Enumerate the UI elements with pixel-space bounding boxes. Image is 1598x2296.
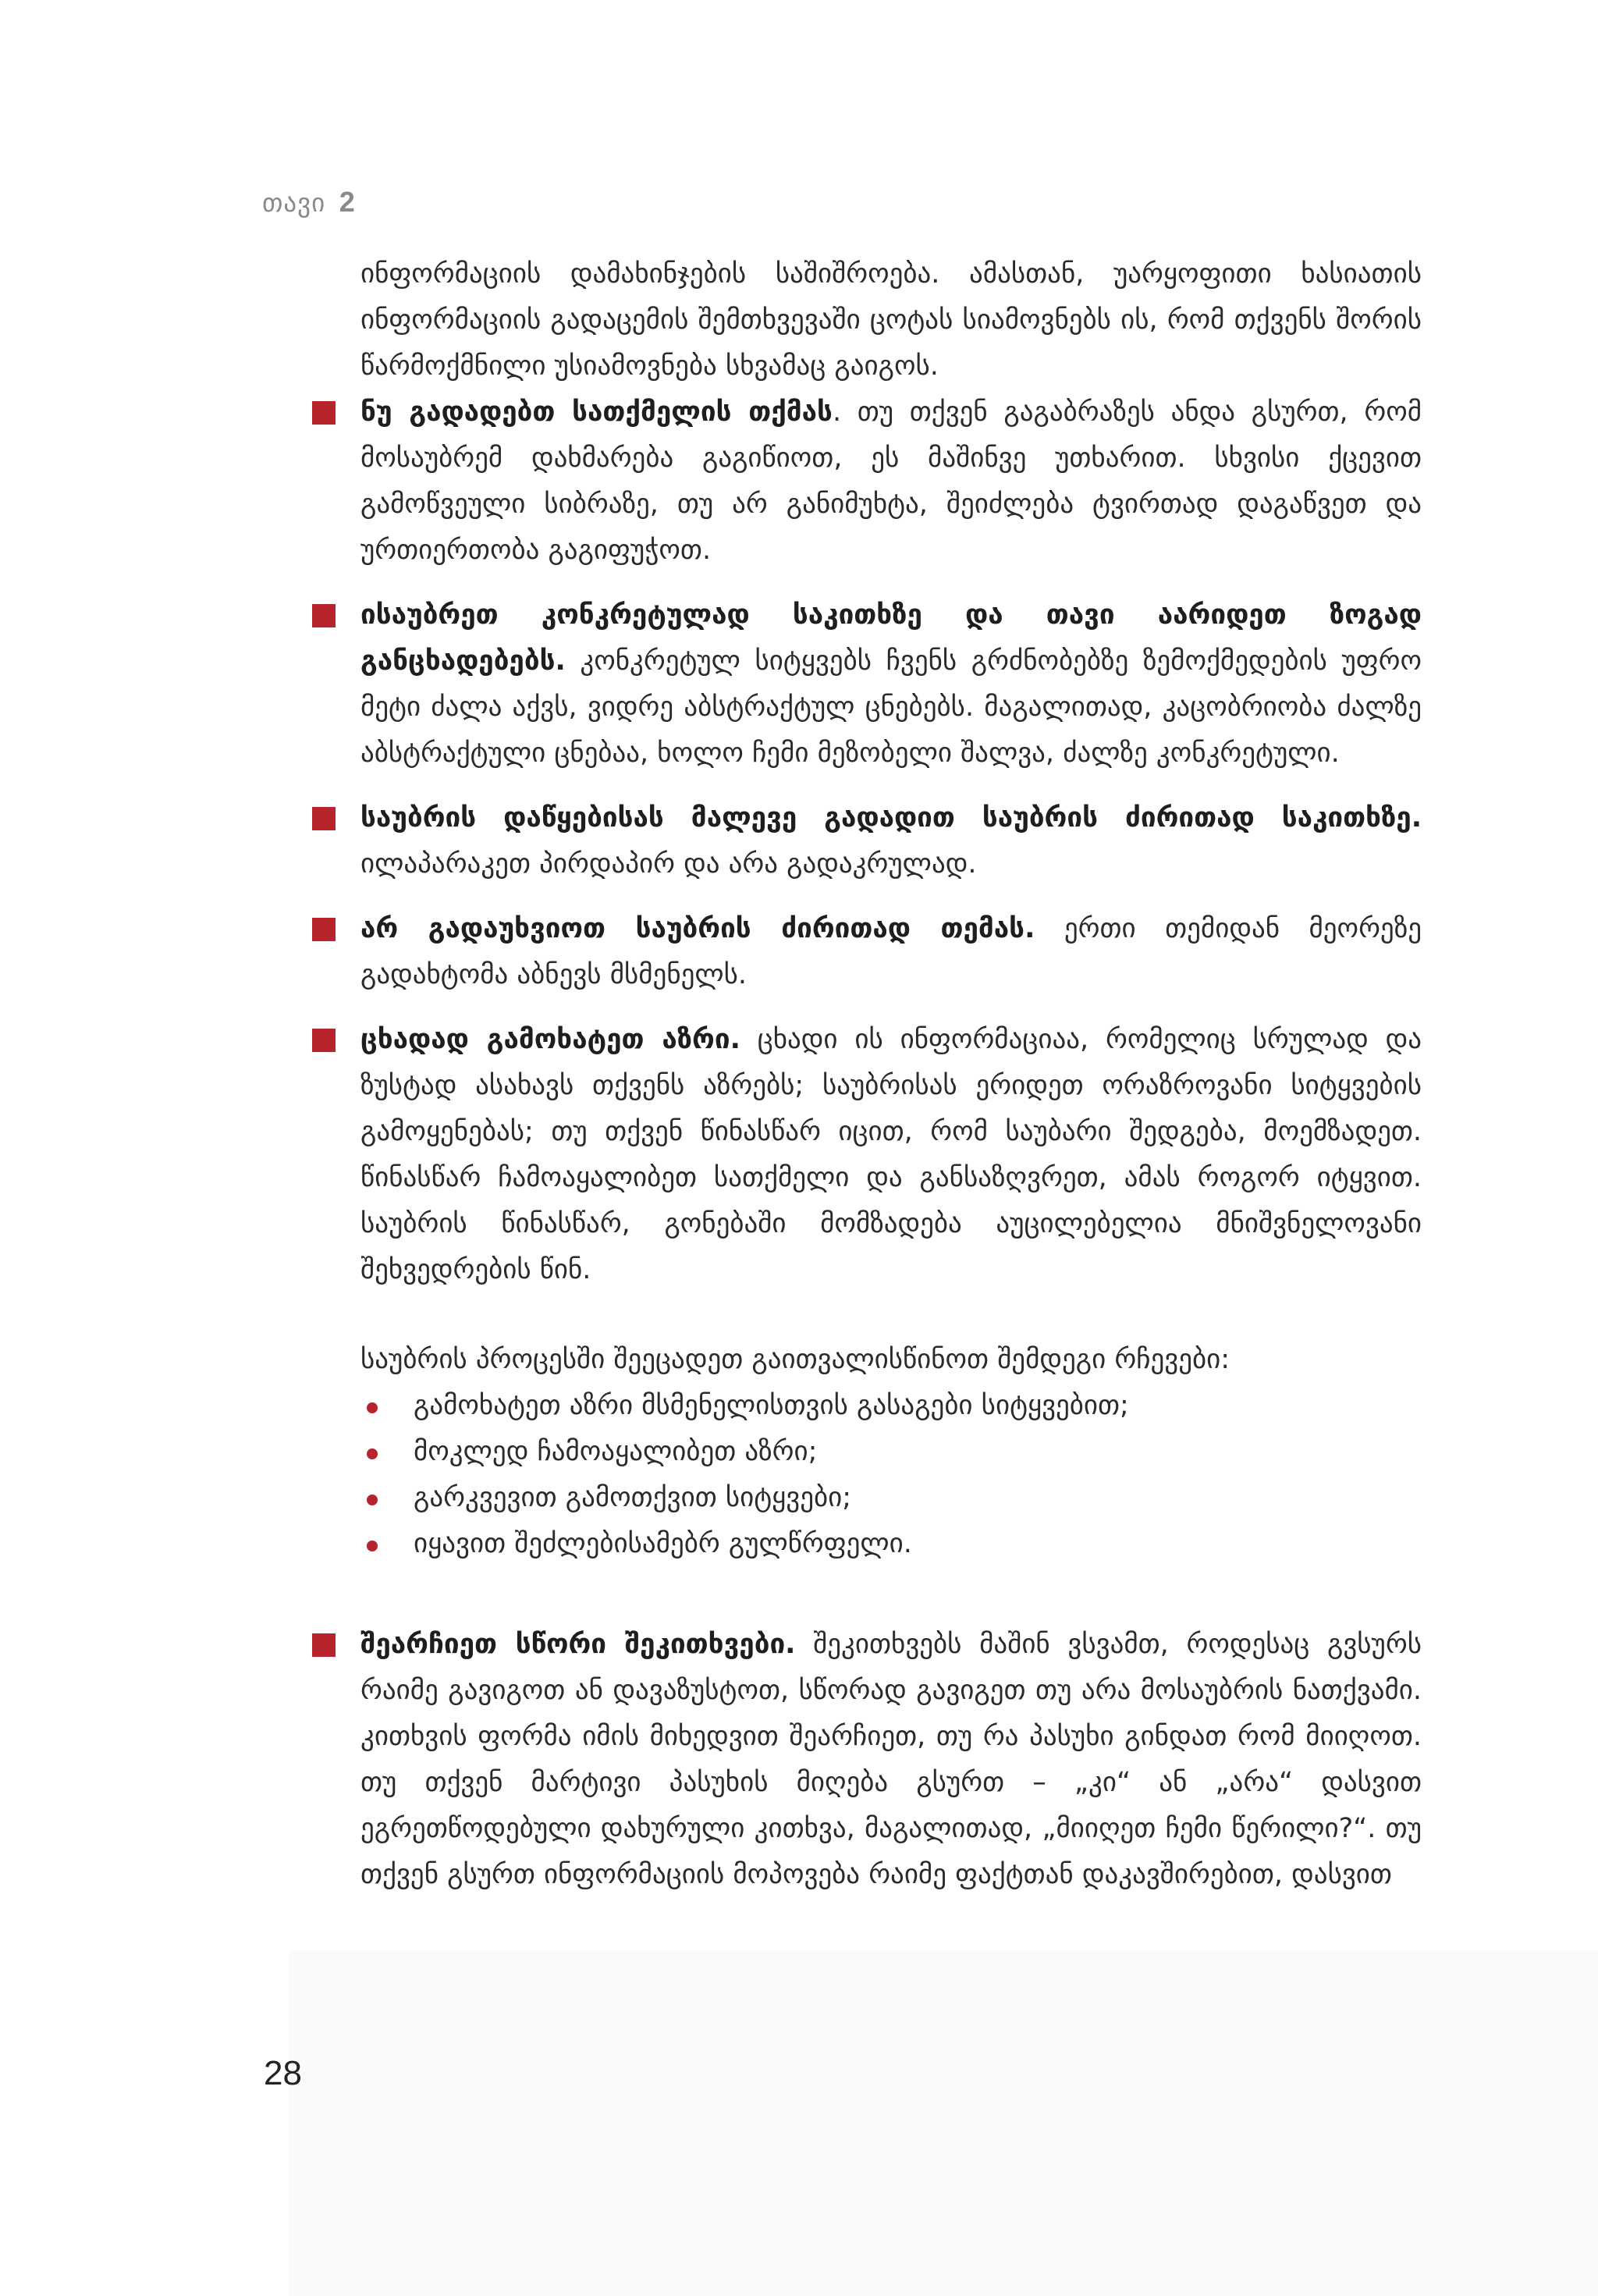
red-dot-bullet-icon xyxy=(367,1448,378,1459)
tip-text: ილაპარაკეთ პირდაპირ და არა გადაკრულად. xyxy=(360,848,977,880)
red-square-bullet-icon xyxy=(312,1633,336,1657)
tip-item xyxy=(360,389,1422,574)
red-dot-bullet-icon xyxy=(367,1495,378,1505)
list-item: იყავით შეძლებისამებრ გულწრფელი. xyxy=(360,1521,1422,1567)
body-text xyxy=(360,251,1422,1898)
advice-list xyxy=(360,1383,1422,1567)
list-item: გამოხატეთ აზრი მსმენელისთვის გასაგები სიტყვებით; xyxy=(360,1383,1422,1429)
tip-lead: საუბრის დაწყებისას მალევე გადადით საუბრის ძირითად საკითხზე. xyxy=(360,802,1422,833)
red-square-bullet-icon xyxy=(312,918,336,941)
tip-text: . თუ თქვენ გაგაბრაზეს ანდა გსურთ, რომ მოსაუბრემ დახმარება გაგიწიოთ, ეს მაშინვე უთხარით. სხვისი ქცევით გამოწვეული სიბრაზე, თუ არ განიმუხტა, შეიძლება ტვირთად დაგაწვეთ და ურთიერთობა გაგიფუჭოთ. xyxy=(360,396,1422,566)
advice-intro: საუბრის პროცესში შეეცადეთ გაითვალისწინოთ შემდეგი რჩევები: xyxy=(360,1344,1230,1375)
tip-item xyxy=(360,1017,1422,1293)
tip-lead: ისაუბრეთ კონკრეტულად საკითხზე და თავი აარიდეთ ზოგად განცხადებებს. xyxy=(360,599,1422,677)
red-square-bullet-icon xyxy=(312,1029,336,1052)
red-dot-bullet-icon xyxy=(367,1402,378,1413)
red-square-bullet-icon xyxy=(312,807,336,830)
tip-item xyxy=(360,795,1422,887)
page-number: 28 xyxy=(264,2054,302,2092)
tip-lead: ნუ გადადებთ სათქმელის თქმას xyxy=(360,396,833,428)
intro-paragraph: ინფორმაციის დამახინჯების საშიშროება. ამასთან, უარყოფითი ხასიათის ინფორმაციის გადაცემის შემთხვევაში ცოტას სიამოვნებს ის, რომ თქვენს შორის წარმოქმნილი უსიამოვნება სხვამაც გაიგოს. xyxy=(360,258,1422,382)
tip-text: ერთი თემიდან მეორეზე გადახტომა აბნევს მსმენელს. xyxy=(360,913,1422,990)
list-item: გარკვევით გამოთქვით სიტყვები; xyxy=(360,1475,1422,1521)
tip-item xyxy=(360,1622,1422,1898)
tip-text: კონკრეტულ სიტყვებს ჩვენს გრძნობებზე ზემოქმედების უფრო მეტი ძალა აქვს, ვიდრე აბსტრაქტულ ცნებებს. მაგალითად, კაცობრიობა ძალზე აბსტრაქტული ცნებაა, ხოლო ჩემი მეზობელი შალვა, ძალზე კონკრეტული. xyxy=(360,645,1422,769)
red-square-bullet-icon xyxy=(312,401,336,425)
tip-lead: ცხადად გამოხატეთ აზრი. xyxy=(360,1024,740,1055)
chapter-word: თავი xyxy=(262,187,326,218)
tip-item xyxy=(360,592,1422,777)
tip-item xyxy=(360,906,1422,998)
list-item: მოკლედ ჩამოაყალიბეთ აზრი; xyxy=(360,1429,1422,1475)
red-square-bullet-icon xyxy=(312,604,336,627)
running-head xyxy=(262,186,356,219)
tip-text: შეკითხვებს მაშინ ვსვამთ, როდესაც გვსურს რაიმე გავიგოთ ან დავაზუსტოთ, სწორად გავიგეთ თუ არა მოსაუბრის ნათქვამი. კითხვის ფორმა იმის მიხედვით შეარჩიეთ, თუ რა პასუხი გინდათ რომ მიიღოთ. თუ თქვენ მარტივი პასუხის მიღება გსურთ – „კი“ ან „არა“ დასვით ეგრეთწოდებული დახურული კითხვა, მაგალითად, „მიიღეთ ჩემი წერილი?“. თუ თქვენ გსურთ ინფორმაციის მოპოვება რაიმე ფაქტთან დაკავშირებით, დასვით xyxy=(360,1629,1422,1890)
chapter-number: 2 xyxy=(339,186,356,218)
tip-lead: შეარჩიეთ სწორი შეკითხვები. xyxy=(360,1629,796,1660)
tip-lead: არ გადაუხვიოთ საუბრის ძირითად თემას. xyxy=(360,913,1035,944)
red-dot-bullet-icon xyxy=(367,1541,378,1551)
tip-text: ცხადი ის ინფორმაციაა, რომელიც სრულად და ზუსტად ასახავს თქვენს აზრებს; საუბრისას ერიდეთ ორაზროვანი სიტყვების გამოყენებას; თუ თქვენ წინასწარ იცით, რომ საუბარი შედგება, მოემზადეთ. წინასწარ ჩამოაყალიბეთ სათქმელი და განსაზღვრეთ, ამას როგორ იტყვით. საუბრის წინასწარ, გონებაში მომზადება აუცილებელია მნიშვნელოვანი შეხვედრების წინ. xyxy=(360,1024,1422,1285)
page-shade xyxy=(289,1951,1598,2296)
